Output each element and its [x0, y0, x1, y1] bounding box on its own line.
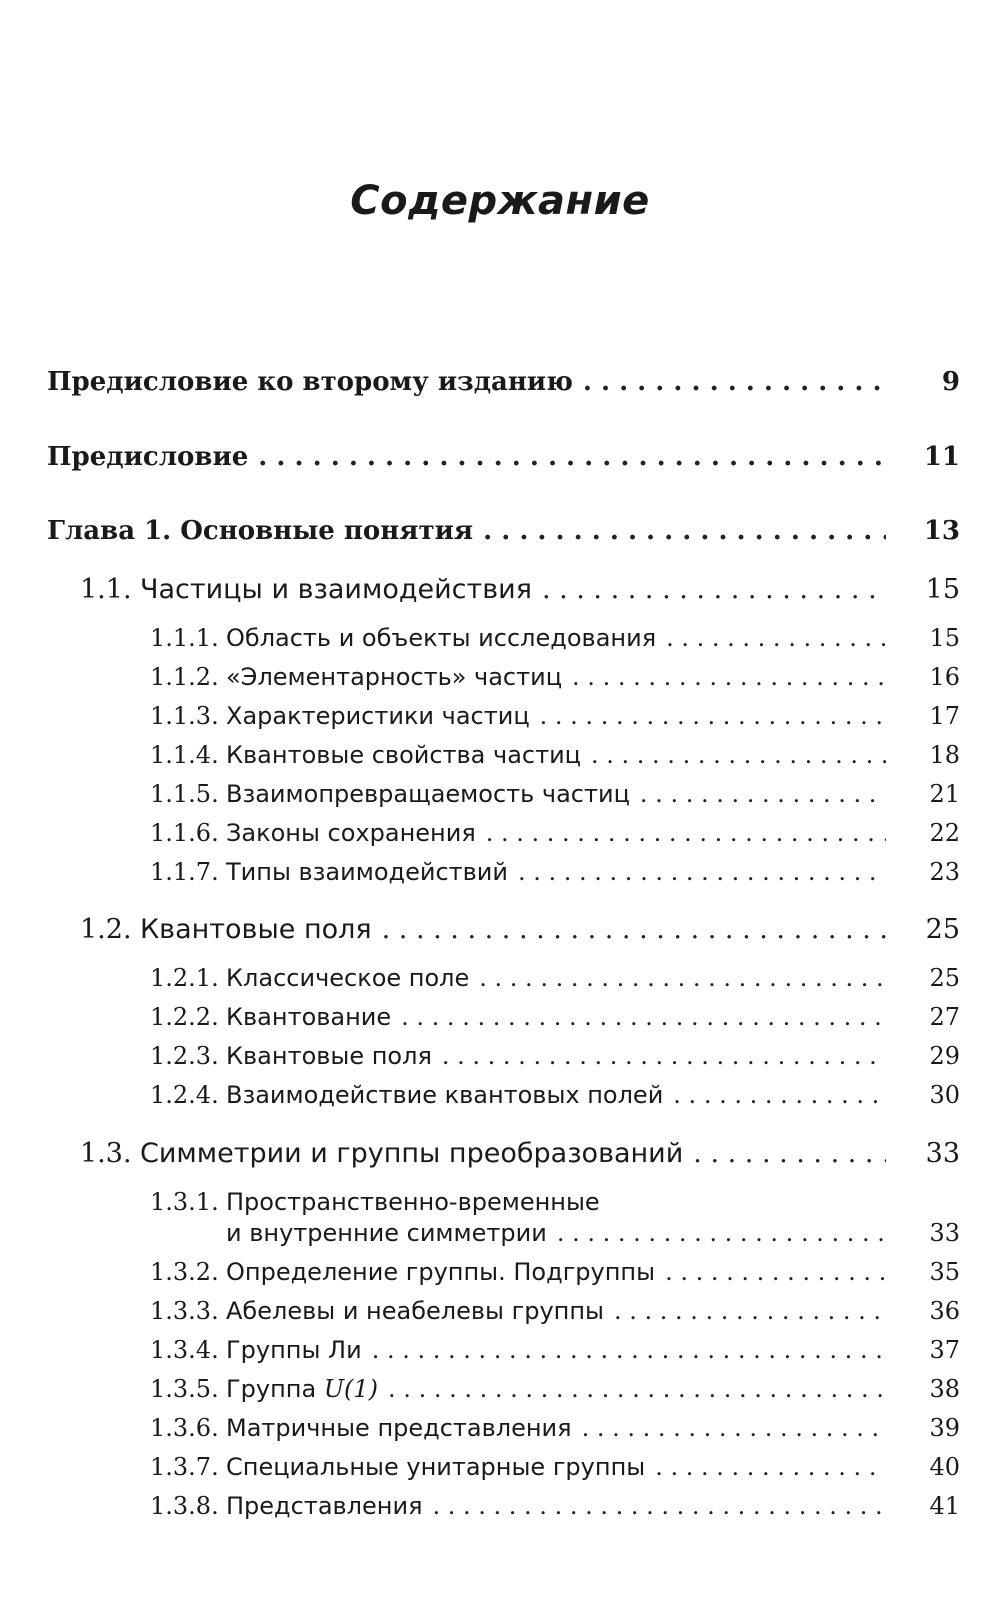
toc-page-number: 41 [929, 1492, 960, 1520]
toc-page-number: 9 [941, 367, 960, 397]
subsection-label: Типы взаимодействий [226, 858, 508, 886]
leader-dots [582, 1412, 886, 1444]
leader-dots [693, 1138, 886, 1170]
toc-subsection[interactable] [150, 778, 960, 810]
leader-dots [382, 914, 886, 946]
subsection-label: Взаимодействие квантовых полей [226, 1081, 664, 1109]
subsection-number: 1.3.4. [150, 1336, 219, 1364]
subsection-number: 1.3.8. [150, 1492, 219, 1520]
page-title: Содержание [350, 178, 650, 224]
subsection-label: Классическое поле [226, 964, 470, 992]
toc-page-number: 38 [929, 1375, 960, 1403]
subsection-number: 1.2.1. [150, 964, 219, 992]
section-label: Частицы и взаимодействия [140, 574, 532, 605]
leader-dots [665, 1256, 886, 1288]
toc-page-number: 21 [929, 780, 960, 808]
subsection-number: 1.2.3. [150, 1042, 219, 1070]
subsection-label: Представления [226, 1492, 423, 1520]
subsection-label: Группы Ли [226, 1336, 362, 1364]
subsection-label [226, 1373, 378, 1405]
toc-page-number: 36 [929, 1297, 960, 1325]
section-number: 1.3. [80, 1138, 132, 1169]
math-expression: U(1) [323, 1375, 379, 1403]
subsection-label: Матричные представления [226, 1414, 572, 1442]
subsection-number: 1.1.6. [150, 819, 219, 847]
toc-subsection[interactable] [150, 817, 960, 849]
toc-section-1-2[interactable] [80, 914, 960, 946]
toc-subsection-second-line[interactable] [226, 1217, 960, 1249]
leader-dots [640, 778, 886, 810]
subsection-label-line1: Пространственно-временные [226, 1188, 600, 1216]
toc-subsection[interactable] [150, 1295, 960, 1327]
toc-subsection[interactable] [150, 1040, 960, 1072]
subsection-number: 1.2.4. [150, 1081, 219, 1109]
toc-page-number: 33 [929, 1219, 960, 1247]
toc-subsection[interactable] [150, 1373, 960, 1405]
subsection-number: 1.3.6. [150, 1414, 219, 1442]
subsection-number: 1.1.2. [150, 663, 219, 691]
toc-entry-label: Глава 1. Основные понятия [47, 516, 474, 546]
section-number: 1.2. [80, 914, 132, 945]
toc-subsection[interactable] [150, 661, 960, 693]
subsection-number: 1.1.7. [150, 858, 219, 886]
leader-dots [542, 574, 886, 606]
toc-page-number: 16 [929, 663, 960, 691]
leader-dots [483, 515, 886, 547]
toc-subsection[interactable] [150, 1412, 960, 1444]
toc-subsection[interactable] [150, 1256, 960, 1288]
subsection-label: Квантование [226, 1003, 392, 1031]
leader-dots [540, 700, 886, 732]
toc-page-number: 35 [929, 1258, 960, 1286]
toc-entry-chapter-1[interactable] [47, 515, 960, 547]
subsection-number: 1.1.1. [150, 624, 219, 652]
toc-page-number: 30 [929, 1081, 960, 1109]
toc-page-number: 33 [925, 1138, 960, 1169]
subsection-label: «Элементарность» частиц [226, 663, 563, 691]
leader-dots [591, 739, 886, 771]
leader-dots [673, 1079, 886, 1111]
subsection-number: 1.3.1. [150, 1188, 219, 1216]
toc-subsection[interactable] [150, 1001, 960, 1033]
leader-dots [388, 1373, 886, 1405]
toc-entry-preface[interactable] [47, 441, 960, 473]
subsection-number: 1.2.2. [150, 1003, 219, 1031]
toc-page-number: 22 [929, 819, 960, 847]
toc-entry-label: Предисловие [47, 442, 249, 472]
subsection-number: 1.1.4. [150, 741, 219, 769]
leader-dots [614, 1295, 886, 1327]
section-label: Квантовые поля [140, 914, 372, 945]
subsection-number: 1.1.5. [150, 780, 219, 808]
subsection-label: Абелевы и неабелевы группы [226, 1297, 604, 1325]
subsection-number: 1.3.7. [150, 1453, 219, 1481]
subsection-label: Определение группы. Подгруппы [226, 1258, 656, 1286]
toc-page-number: 11 [923, 442, 960, 472]
leader-dots [258, 441, 886, 473]
leader-dots [583, 366, 886, 398]
leader-dots [479, 962, 886, 994]
toc-subsection[interactable] [150, 1334, 960, 1366]
toc-page-number: 29 [929, 1042, 960, 1070]
subsection-label-line2: и внутренние симметрии [226, 1219, 547, 1247]
section-number: 1.1. [80, 574, 132, 605]
leader-dots [655, 1451, 886, 1483]
toc-page-number: 13 [923, 516, 960, 546]
toc-section-1-1[interactable] [80, 574, 960, 606]
toc-subsection[interactable] [150, 856, 960, 888]
subsection-number: 1.3.2. [150, 1258, 219, 1286]
toc-page-number: 15 [929, 624, 960, 652]
toc-page-number: 39 [929, 1414, 960, 1442]
subsection-label: Область и объекты исследования [226, 624, 657, 652]
toc-page-number: 17 [929, 702, 960, 730]
subsection-label: Характеристики частиц [226, 702, 530, 730]
toc-subsection[interactable] [150, 962, 960, 994]
subsection-number: 1.3.5. [150, 1375, 219, 1403]
leader-dots [442, 1040, 886, 1072]
toc-page-number: 40 [929, 1453, 960, 1481]
subsection-label: Взаимопревращаемость частиц [226, 780, 630, 808]
leader-dots [557, 1217, 886, 1249]
toc-subsection[interactable] [150, 739, 960, 771]
leader-dots [666, 622, 886, 654]
toc-subsection-first-line[interactable] [150, 1186, 600, 1218]
toc-page-number: 27 [929, 1003, 960, 1031]
leader-dots [572, 661, 886, 693]
toc-entry-preface-2nd[interactable] [47, 366, 960, 398]
toc-page-number: 25 [925, 914, 960, 945]
subsection-label: Специальные унитарные группы [226, 1453, 646, 1481]
toc-subsection[interactable] [150, 1490, 960, 1522]
toc-page-number: 18 [929, 741, 960, 769]
leader-dots [433, 1490, 887, 1522]
toc-subsection[interactable] [150, 700, 960, 732]
leader-dots [518, 856, 886, 888]
subsection-label: Законы сохранения [226, 819, 476, 847]
toc-subsection[interactable] [150, 622, 960, 654]
subsection-number: 1.3.3. [150, 1297, 219, 1325]
toc-subsection[interactable] [150, 1079, 960, 1111]
toc-subsection[interactable] [150, 1451, 960, 1483]
toc-page-number: 23 [929, 858, 960, 886]
toc-section-1-3[interactable] [80, 1138, 960, 1170]
subsection-label-text: Группа [226, 1375, 317, 1403]
toc-page-number: 37 [929, 1336, 960, 1364]
subsection-label: Квантовые поля [226, 1042, 432, 1070]
toc-page-number: 15 [925, 574, 960, 605]
leader-dots [486, 817, 886, 849]
leader-dots [401, 1001, 886, 1033]
section-label: Симметрии и группы преобразований [140, 1138, 684, 1169]
subsection-label: Квантовые свойства частиц [226, 741, 582, 769]
toc-page-number: 25 [929, 964, 960, 992]
leader-dots [372, 1334, 886, 1366]
toc-entry-label: Предисловие ко второму изданию [47, 367, 573, 397]
subsection-number: 1.1.3. [150, 702, 219, 730]
